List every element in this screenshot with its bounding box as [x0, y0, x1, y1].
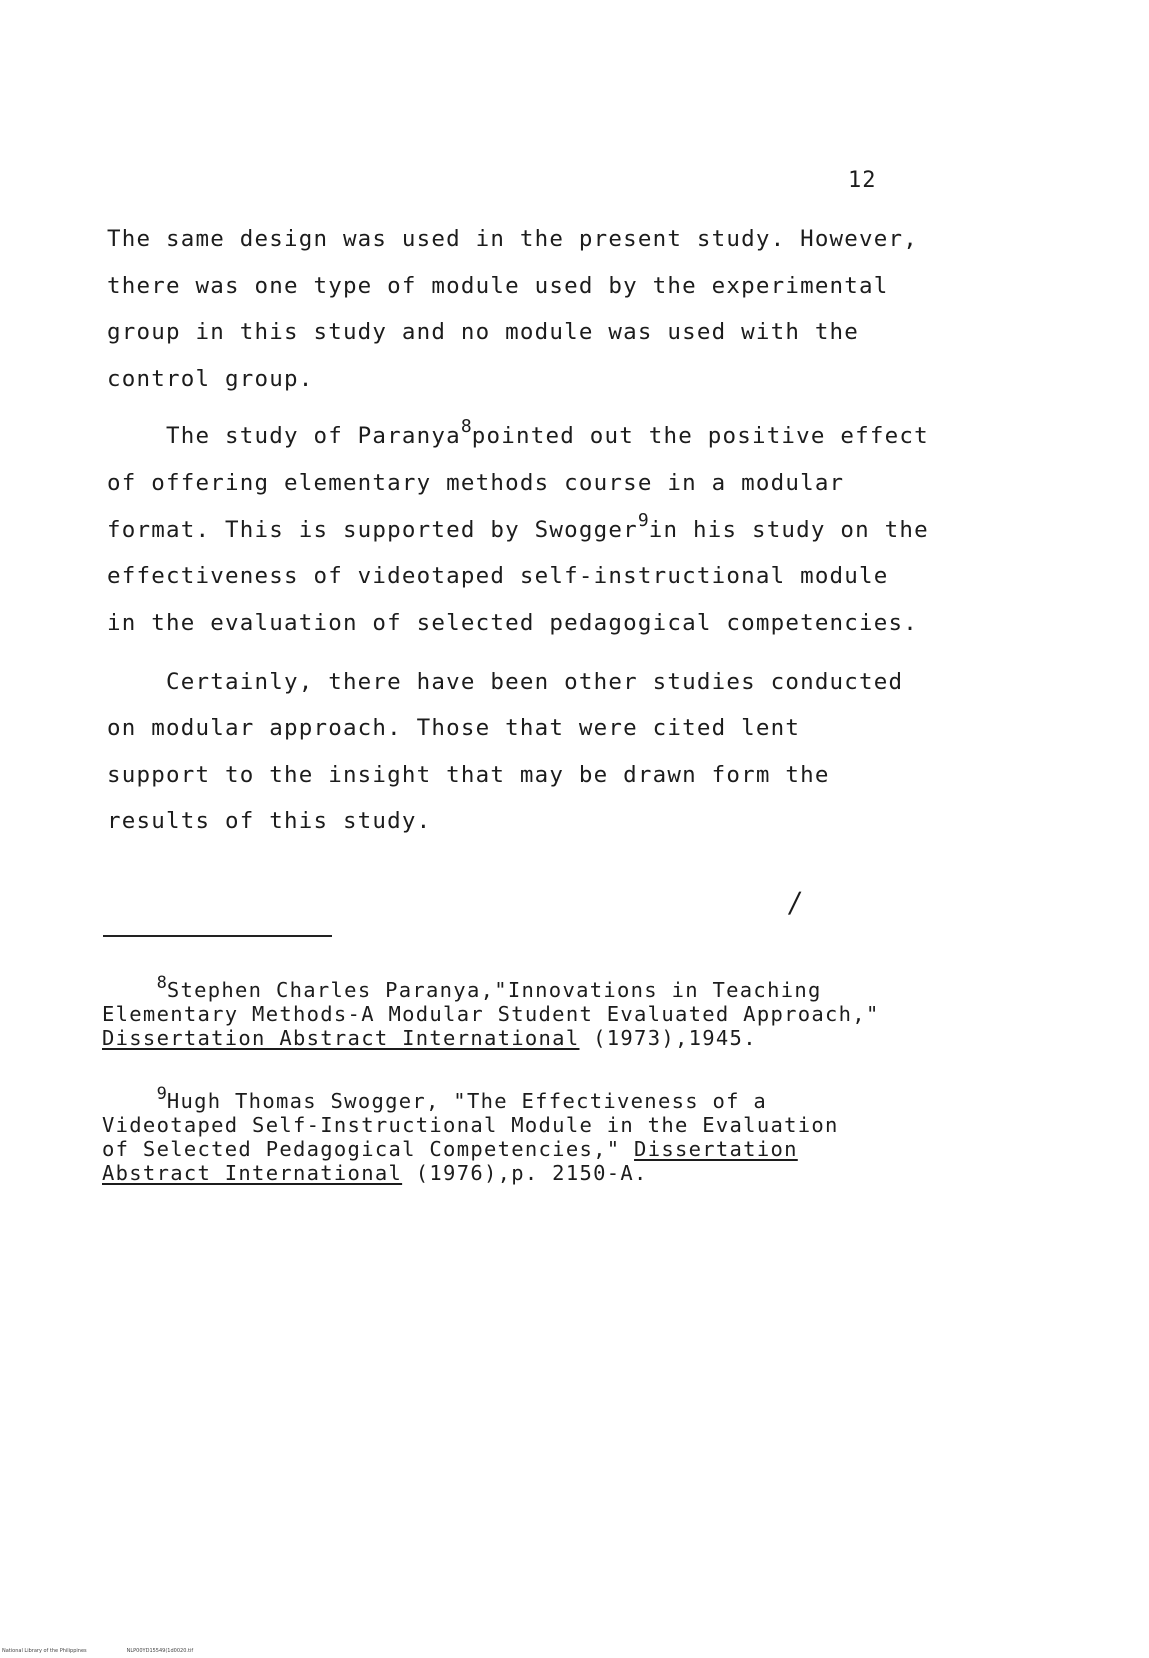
- body-line: The study of Paranya$^8$pointed out the positive effect: [107, 416, 929, 449]
- body-line: group in this study and no module was used with the: [107, 319, 860, 345]
- body-line: of offering elementary methods course in a modular: [107, 470, 845, 496]
- footnote-number: 9: [156, 1084, 167, 1104]
- footnote-9-line: Abstract International (1976),p. 2150-A.: [102, 1161, 648, 1185]
- body-line: on modular approach. Those that were cited lent: [107, 715, 801, 741]
- body-line: The same design was used in the present study. However,: [107, 226, 919, 252]
- scan-imprint: National Library of the Philippines NLP00YD15549(1d0020.tif: [2, 1648, 194, 1654]
- footnote-8-line: $^8$Stephen Charles Paranya,"Innovations in Teaching: [156, 973, 822, 1002]
- body-line: effectiveness of videotaped self-instructional module: [107, 563, 889, 589]
- footnote-9-line: $^9$Hugh Thomas Swogger, "The Effectiveness of a: [156, 1084, 768, 1113]
- footnote-ref-8: 8: [460, 416, 472, 437]
- margin-check-mark: /: [787, 886, 803, 919]
- body-line: format. This is supported by Swogger$^9$in his study on the: [107, 510, 929, 543]
- footnote-9-line: Videotaped Self-Instructional Module in the Evaluation: [102, 1113, 839, 1137]
- body-line: in the evaluation of selected pedagogical competencies.: [107, 610, 919, 636]
- body-line: support to the insight that may be drawn form the: [107, 762, 830, 788]
- body-line: control group.: [107, 366, 314, 392]
- journal-title: Abstract International: [102, 1161, 403, 1185]
- page-number: 12: [848, 168, 877, 193]
- footnote-8-line: Dissertation Abstract International (1973),1945.: [102, 1026, 757, 1050]
- journal-title: Dissertation: [634, 1137, 798, 1161]
- footnote-9-line: of Selected Pedagogical Competencies," Dissertation: [102, 1137, 798, 1161]
- footnote-number: 8: [156, 973, 167, 993]
- footnote-8-line: Elementary Methods-A Modular Student Evaluated Approach,": [102, 1002, 880, 1026]
- body-line: Certainly, there have been other studies conducted: [107, 669, 904, 695]
- journal-title: Dissertation Abstract International: [102, 1026, 580, 1050]
- body-line: there was one type of module used by the experimental: [107, 273, 889, 299]
- footnote-separator: [103, 935, 332, 937]
- body-line: results of this study.: [107, 808, 432, 834]
- footnote-ref-9: 9: [637, 510, 649, 531]
